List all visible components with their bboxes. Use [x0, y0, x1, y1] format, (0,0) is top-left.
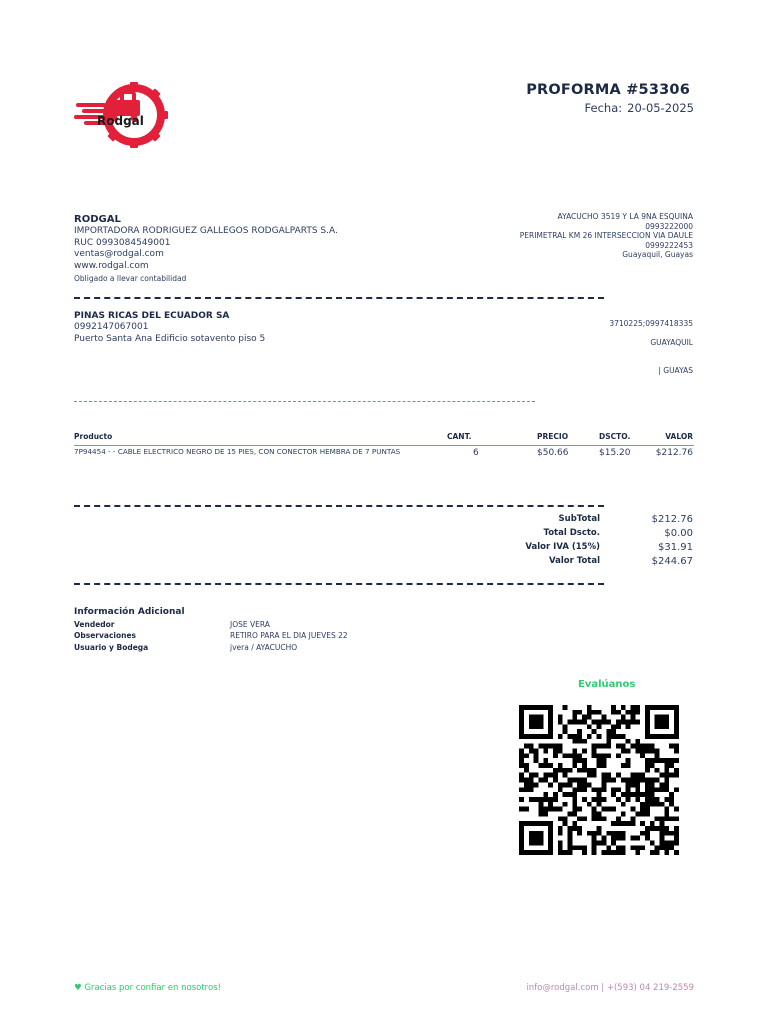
grand-total-value: $244.67: [651, 556, 693, 567]
additional-info-title: Información Adicional: [74, 607, 185, 617]
info-value-seller: JOSE VERA: [230, 620, 270, 629]
date-value: 20-05-2025: [627, 101, 694, 115]
cell-price: $50.66: [537, 448, 569, 458]
client-info: [74, 311, 265, 345]
divider: [74, 505, 604, 507]
company-info: [74, 214, 394, 283]
discount-total-value: $0.00: [664, 528, 693, 539]
cell-product: 7P94454 - - CABLE ELECTRICO NEGRO DE 15 PIES, CON CONECTOR HEMBRA DE 7 PUNTAS: [74, 447, 401, 456]
cell-discount: $15.20: [599, 448, 631, 458]
date-label: Fecha:: [584, 101, 623, 115]
client-province: | GUAYAS: [658, 366, 693, 375]
address-line: AYACUCHO 3519 Y LA 9NA ESQUINA: [557, 212, 693, 221]
footer-contact[interactable]: info@rodgal.com | +(593) 04 219-2559: [526, 983, 694, 993]
client-address: Puerto Santa Ana Edificio sotavento piso 5: [74, 333, 266, 344]
info-key-user-warehouse: Usuario y Bodega: [74, 643, 149, 652]
divider: [74, 297, 604, 299]
divider: [74, 401, 535, 402]
client-phones: 3710225;0997418335: [609, 319, 693, 328]
table-header-line: [74, 445, 694, 446]
subtotal-value: $212.76: [651, 514, 693, 525]
company-legal-name: IMPORTADORA RODRIGUEZ GALLEGOS RODGALPARTS S.A.: [74, 226, 338, 236]
divider: [74, 583, 604, 585]
col-header-value: VALOR: [665, 432, 693, 441]
address-line: 0993222000: [645, 221, 693, 231]
company-note: Obligado a llevar contabilidad: [74, 274, 187, 283]
document-title: PROFORMA #53306: [526, 82, 690, 98]
address-line: PERIMETRAL KM 26 INTERSECCION VIA DAULE: [519, 231, 693, 241]
address-line: Guayaquil, Guayas: [622, 250, 693, 260]
document-date: [585, 101, 694, 115]
col-header-product: Producto: [74, 432, 113, 441]
subtotal-label: SubTotal: [558, 514, 600, 524]
iva-value: $31.91: [658, 542, 693, 553]
company-ruc: RUC 0993084549001: [74, 237, 171, 248]
logo-wordmark: Rodgal: [97, 114, 144, 128]
info-value-notes: RETIRO PARA EL DIA JUEVES 22: [230, 631, 348, 640]
company-name: RODGAL: [74, 214, 121, 225]
branch-addresses: [520, 212, 693, 260]
iva-label: Valor IVA (15%): [525, 542, 600, 552]
info-key-notes: Observaciones: [74, 631, 137, 640]
col-header-price: PRECIO: [537, 432, 569, 441]
discount-total-label: Total Dscto.: [543, 528, 600, 538]
grand-total-label: Valor Total: [549, 556, 600, 566]
footer-thanks: ♥ Gracias por confiar en nosotros!: [74, 983, 222, 993]
company-website[interactable]: www.rodgal.com: [74, 260, 149, 271]
cell-value: $212.76: [655, 448, 693, 458]
cell-qty: 6: [473, 448, 479, 458]
rate-us-label: Evalúanos: [578, 679, 636, 690]
client-city: GUAYAQUIL: [650, 338, 693, 347]
col-header-qty: CANT.: [447, 432, 472, 441]
info-value-user-warehouse: jvera / AYACUCHO: [230, 643, 298, 652]
col-header-discount: DSCTO.: [599, 432, 631, 441]
info-key-seller: Vendedor: [74, 620, 115, 629]
address-line: 0999222453: [645, 240, 693, 250]
company-email[interactable]: ventas@rodgal.com: [74, 249, 164, 259]
client-id: 0992147067001: [74, 322, 149, 332]
qr-code-icon[interactable]: [519, 705, 679, 855]
client-name: PINAS RICAS DEL ECUADOR SA: [74, 311, 230, 321]
